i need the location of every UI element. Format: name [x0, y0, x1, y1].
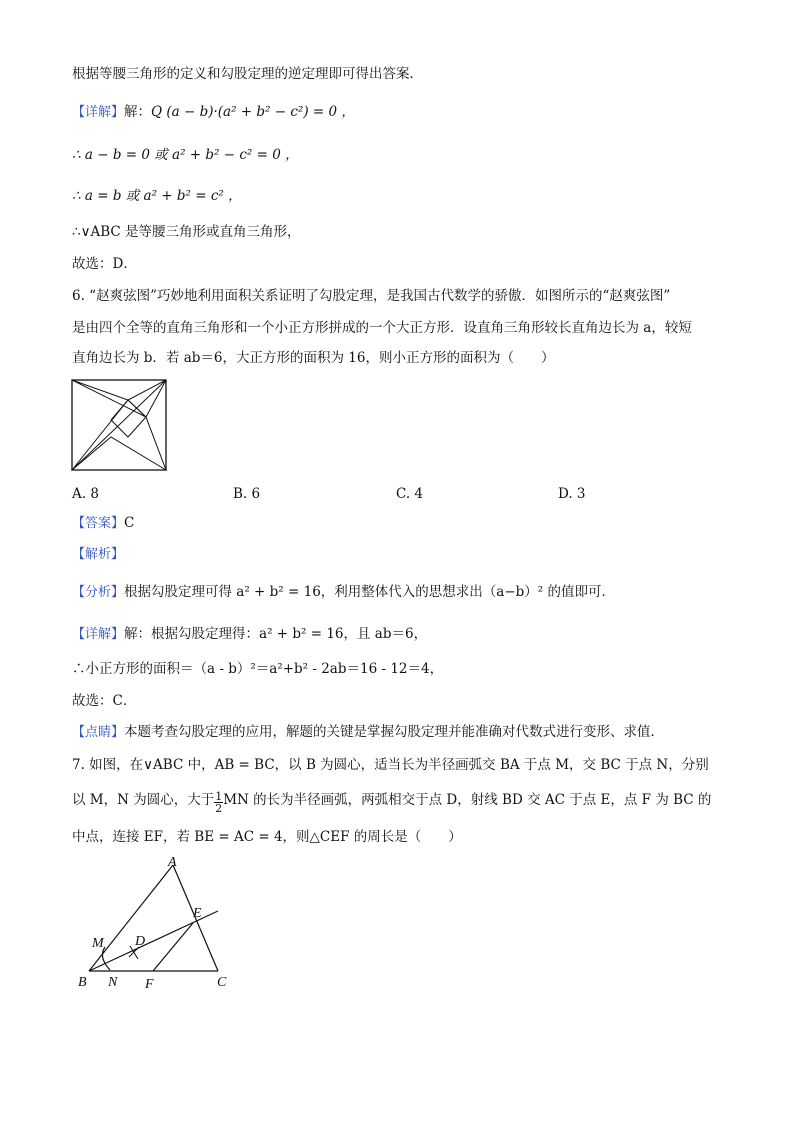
- text-line-3: ∴ a − b = 0 或 a² + b² − c² = 0 ，: [72, 147, 299, 163]
- q6-line-1: 6. “赵爽弦图”巧妙地利用面积关系证明了勾股定理，是我国古代数学的骄傲．如图所示的“赵爽弦图”: [72, 288, 671, 304]
- text-line-1: 根据等腰三角形的定义和勾股定理的逆定理即可得出答案．: [72, 66, 423, 82]
- text-line-5: ∴∨ABC 是等腰三角形或直角三角形，: [72, 224, 301, 240]
- fenxi-line: [72, 582, 615, 603]
- option-b: B. 6: [233, 486, 261, 502]
- label-a: A: [168, 855, 177, 870]
- frac-denominator: 2: [215, 802, 223, 815]
- detail-line: [72, 102, 355, 123]
- option-c: C. 4: [396, 486, 424, 502]
- label-c: C: [217, 975, 227, 990]
- answer-tag: 【答案】: [72, 516, 125, 531]
- label-e: E: [193, 906, 202, 921]
- q7-line-1: 7. 如图，在∨ABC 中，AB = BC，以 B 为圆心，适当长为半径画弧交 BA 于点 M，交 BC 于点 N，分别: [72, 757, 709, 773]
- option-a: A. 8: [72, 486, 99, 502]
- choose-line-6: 故选：C．: [72, 693, 137, 709]
- fraction-one-half: [214, 791, 223, 814]
- jiexi-tag: 【解析】: [72, 547, 125, 562]
- label-n: N: [108, 975, 118, 990]
- option-d: D. 3: [558, 486, 586, 502]
- calc-line: ∴小正方形的面积＝（a - b）²＝a²+b² - 2ab＝16 - 12＝4，: [72, 661, 444, 677]
- q6-line-3: 直角边长为 b．若 ab＝6，大正方形的面积为 16，则小正方形的面积为（ ）: [72, 350, 555, 366]
- math-condition: Q (a − b)·(a² + b² − c²) = 0 ，: [151, 104, 355, 120]
- dianjing-line: [72, 722, 664, 743]
- choose-line-5: 故选：D．: [72, 256, 137, 272]
- xiangjie-text: 解：根据勾股定理得：a² + b² = 16，且 ab＝6，: [124, 626, 428, 642]
- label-m: M: [92, 936, 104, 951]
- xiangjie-line: [72, 624, 427, 645]
- q7-line-2-pre: 以 M，N 为圆心，大于: [72, 792, 215, 808]
- label-d: D: [135, 934, 146, 949]
- detail-tag: 【详解】: [72, 105, 125, 120]
- solution-label: 解：: [124, 104, 152, 120]
- frac-numerator: 1: [215, 790, 223, 803]
- q7-line-2: [72, 790, 711, 814]
- answer-line: [72, 513, 134, 534]
- q7-line-3: 中点，连接 EF，若 BE = AC = 4，则△CEF 的周长是（ ）: [72, 829, 462, 845]
- dianjing-text: 本题考查勾股定理的应用，解题的关键是掌握勾股定理并能准确对代数式进行变形、求值．: [124, 724, 665, 740]
- fenxi-tag: 【分析】: [72, 585, 125, 600]
- xiangjie-tag: 【详解】: [72, 627, 125, 642]
- label-f: F: [145, 977, 154, 992]
- fenxi-text: 根据勾股定理可得 a² + b² = 16，利用整体代入的思想求出（a−b）² 的值即可．: [124, 584, 615, 600]
- zhao-shuang-figure: [71, 379, 171, 479]
- segment-ef: [153, 923, 193, 971]
- q6-line-2: 是由四个全等的直角三角形和一个小正方形拼成的一个大正方形．设直角三角形较长直角边长为 a，较短: [72, 320, 692, 336]
- answer-value: C: [124, 515, 135, 531]
- text-line-4: ∴ a = b 或 a² + b² = c² ，: [72, 188, 242, 204]
- q7-line-2-post: MN 的长为半径画弧，两弧相交于点 D，射线 BD 交 AC 于点 E，点 F 为 BC 的: [223, 792, 712, 808]
- label-b: B: [78, 975, 87, 990]
- triangle-figure: [72, 853, 242, 998]
- dianjing-tag: 【点睛】: [72, 725, 125, 740]
